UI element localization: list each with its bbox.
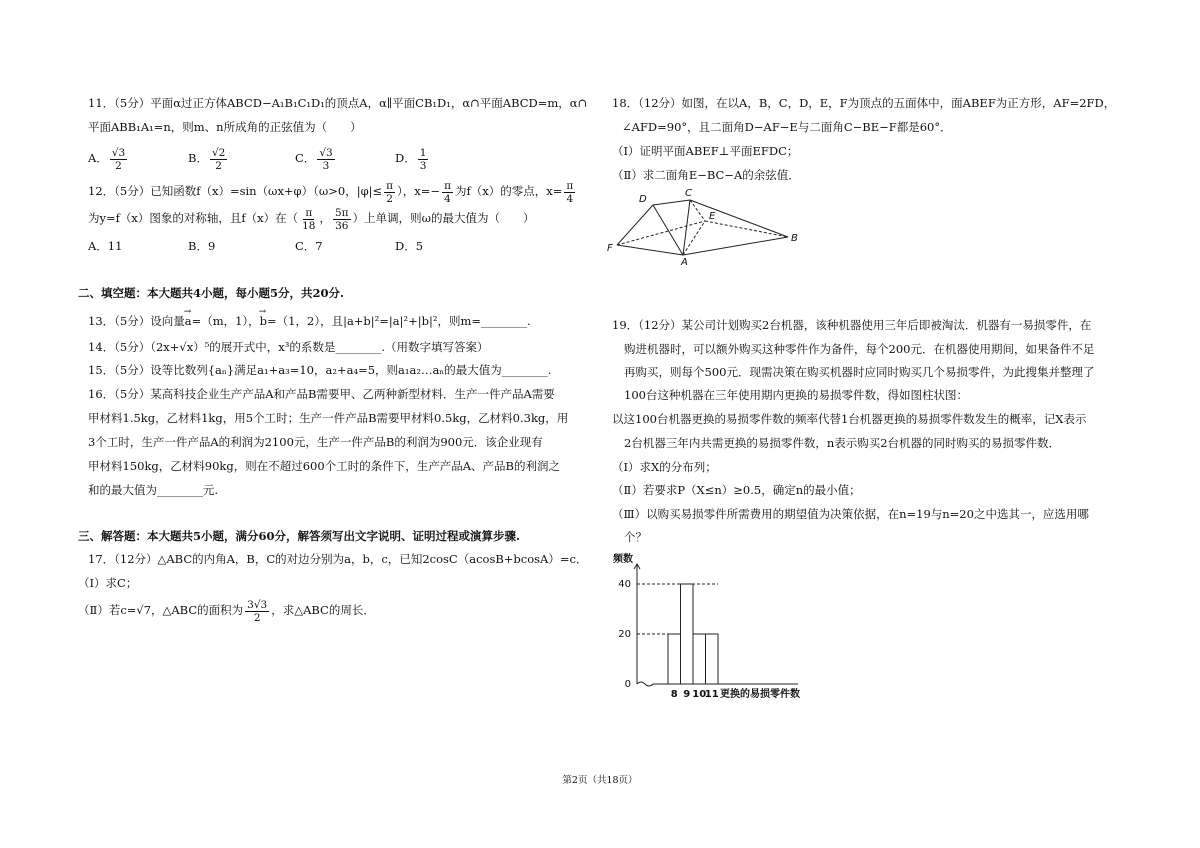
label-f: F [607,243,613,254]
x-tick-label: 11 [704,689,719,700]
label-a: A [681,257,688,267]
q13-line: 13．（5分）设向量→ a=（m，1），→ b=（1，2），且|a+b|²=|a|²+|b|²，则m=________. [88,313,531,329]
q12-option-d: D．5 [395,239,424,253]
x-tick-label: 8 [670,689,678,700]
bar-9 [681,584,694,684]
label-d: D [639,194,647,205]
q12-line1: 12．（5分）已知函数f（x）=sin（ωx+φ）（ω>0，|φ|≤ $\frac{\pi}{2}$ ），x=− $\frac{\pi}{4}$ 为f（x）的零点，x= $\frac{\pi}{4}$ [88,179,574,205]
bar-10 [693,634,706,684]
q17-line1: 17．（12分）△ABC的内角A，B，C的对边分别为a，b，c，已知2cosC（acosB+bcosA）=c． [88,552,588,566]
q16-line: 甲材料1.5kg，乙材料1kg，用5个工时；生产一件产品B需要甲材料0.5kg，乙材料0.3kg，用 [88,411,569,425]
x-tick-label: 9 [683,689,691,700]
q16-line: 甲材料150kg，乙材料90kg，则在不超过600个工时的条件下，生产产品A、产品B的利润之 [88,459,560,473]
q11-line1: 11．（5分）平面α过正方体ABCD−A₁B₁C₁D₁的顶点A，α∥平面CB₁D₁，α∩平面ABCD=m，α∩ [88,96,588,110]
q17-part1: （Ⅰ）求C； [78,576,138,590]
q16-line: 16．（5分）某高科技企业生产产品A和产品B需要甲、乙两种新型材料．生产一件产品A需要 [88,387,555,401]
q11-option-d: D． $\frac{1}{3}$ [395,146,427,172]
q19-line: 购进机器时，可以额外购买这种零件作为备件，每个200元．在机器使用期间，如果备件不足 [624,342,1095,356]
x-tick-label: 10 [692,689,707,700]
q14-line: 14．（5分）（2x+√x）⁵的展开式中，x³的系数是________.（用数字填写答案） [88,340,489,354]
q12-line2: 为y=f（x）图象的对称轴，且f（x）在（ $\frac{\pi}{18}$ ， $\frac{5\pi}{36}$ ）上单调，则ω的最大值为（ ） [88,206,535,232]
q18-part2: （Ⅱ）求二面角E−BC−A的余弦值． [612,168,800,182]
section-2-heading: 二、填空题：本大题共4小题，每小题5分，共20分. [78,286,345,300]
q19-line: 19．（12分）某公司计划购买2台机器，该种机器使用三年后即被淘汰．机器有一易损零件，在 [612,318,1092,332]
q19-part3-line2: 个？ [624,530,647,544]
q17-part2: （Ⅱ）若c=√7，△ABC的面积为 $\frac{3√3}{2}$ ，求△ABC的周长． [78,598,375,624]
bar-11 [706,634,719,684]
label-b: B [791,233,798,244]
section-3-heading: 三、解答题：本大题共5小题，满分60分，解答须写出文字说明、证明过程或演算步骤. [78,529,521,543]
q12-option-a: A．11 [88,239,123,253]
q15-line: 15．（5分）设等比数列{aₙ}满足a₁+a₃=10，a₂+a₄=5，则a₁a₂…aₙ的最大值为________. [88,363,552,377]
q11-option-c: C． $\frac{√3}{3}$ [295,146,333,172]
q19-line: 再购买，则每个500元．现需决策在购买机器时应同时购买几个易损零件，为此搜集并整理了 [624,365,1095,379]
label-c: C [685,188,692,199]
y-tick-label: 40 [618,579,631,590]
x-axis-title: 更换的易损零件数 [720,689,800,700]
y-tick-label: 20 [618,629,631,640]
q19-part1: （Ⅰ）求X的分布列； [612,460,717,474]
frequency-bar-chart [605,550,865,710]
q18-line2: ∠AFD=90°，且二面角D−AF−E与二面角C−BE−F都是60°． [622,120,952,134]
q19-line: 以这100台机器更换的易损零件数的频率代替1台机器更换的易损零件数发生的概率，记X表示 [612,412,1087,426]
q12-option-b: B．9 [188,239,216,253]
label-e: E [709,211,716,222]
q19-part2: （Ⅱ）若要求P（X≤n）≥0.5，确定n的最小值； [612,483,861,497]
q19-line: 2台机器三年内共需更换的易损零件数，n表示购买2台机器的同时购买的易损零件数． [624,436,1061,450]
page-footer: 第2页（共18页） [562,775,638,786]
q16-line: 3个工时，生产一件产品A的利润为2100元，生产一件产品B的利润为900元．该企业现有 [88,435,543,449]
y-tick-label: 0 [624,679,631,690]
polyhedron-figure [605,185,835,267]
q19-part3-line1: （Ⅲ）以购买易损零件所需费用的期望值为决策依据，在n=19与n=20之中选其一，应选用哪 [612,507,1089,521]
q16-line: 和的最大值为________元. [88,483,219,497]
q12-option-c: C．7 [295,239,323,253]
q11-option-a: A． $\frac{√3}{2}$ [88,146,126,172]
q11-option-b: B． $\frac{√2}{2}$ [188,146,226,172]
q18-part1: （Ⅰ）证明平面ABEF⊥平面EFDC； [612,144,799,158]
q18-line1: 18．（12分）如图，在以A，B，C，D，E，F为顶点的五面体中，面ABEF为正方形，AF=2FD， [612,96,1116,110]
bar-8 [668,634,681,684]
q19-line: 100台这种机器在三年使用期内更换的易损零件数，得如图柱状图： [624,388,968,402]
y-axis-title: 频数 [613,554,633,565]
q11-line2: 平面ABB₁A₁=n，则m、n所成角的正弦值为（ ） [88,120,362,134]
